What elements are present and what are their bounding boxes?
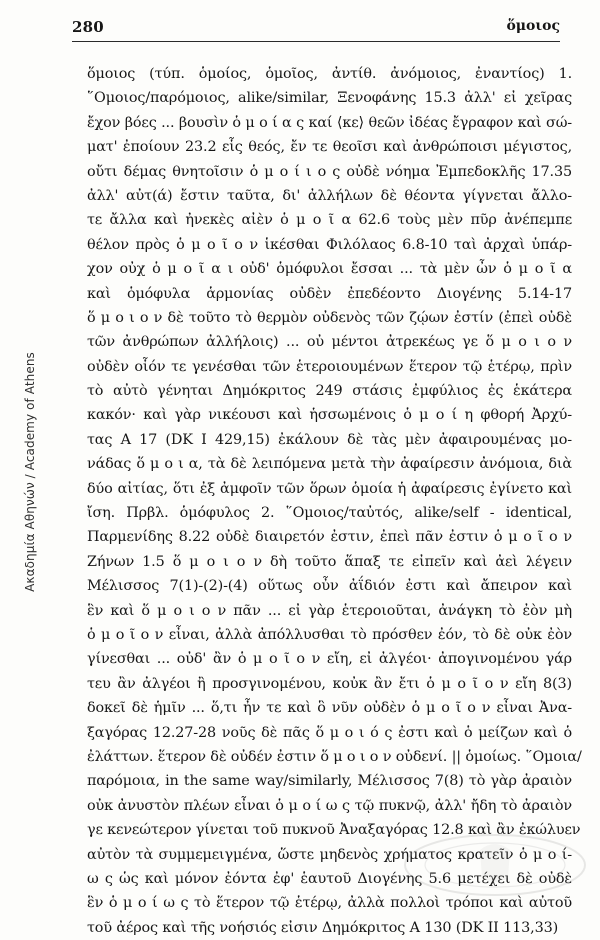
entry-line: οὔτι δέμας θνητοῖσιν ὁ μ ο ί ι ο ς οὐδὲ νόημα Ἐμπεδοκλῆς 17.35 bbox=[87, 163, 572, 180]
entry-line: δύο αἰτίας, ὅτι ἐξ ἀμφοῖν τῶν ὅρων ὁμοία ἡ ἀφαίρεσις ἐγίνετο καὶ bbox=[87, 480, 572, 497]
entry-line: παρόμοια, in the same way/similarly, Μέλισσος 7(8) τὸ γὰρ ἀραιὸν bbox=[87, 773, 572, 790]
entry-line: ξαγόρας 12.27-28 νοῦς δὲ πᾶς ὅ μ ο ι ό ς ἐστι καὶ ὁ μείζων καὶ ὁ bbox=[87, 724, 572, 741]
entry-line: ὅ μ ο ι ο ν δὲ τοῦτο τὸ θερμὸν οὐδενὸς τῶν ζῴων ἐστίν (ἐπεὶ οὐδὲ bbox=[87, 309, 572, 326]
entry-line: αὐτὸν τὰ συμμεμειγμένα, ὥστε μηδενὸς χρήματος κρατεῖν ὁ μ ο ί- bbox=[87, 846, 572, 863]
entry-line: ὅμοιος (τύπ. ὁμοίος, ὁμοῖος, ἀντίθ. ἀνόμοιος, ἐναντίος) 1. bbox=[87, 66, 572, 82]
entry-line: γε κενεώτερον γίνεται τοῦ πυκνοῦ Ἀναξαγόρας 12.8 καὶ ἂν ἐκώλυεν bbox=[87, 822, 581, 839]
entry-line: ἓν ὁ μ ο ί ω ς τὸ ἕτερον τῷ ἑτέρῳ, ἀλλὰ πολλοὶ τρόποι καὶ αὐτοῦ bbox=[87, 895, 572, 912]
entry-line: γίνεσθαι ... οὐδ' ἂν ὁ μ ο ῖ ο ν εἴη, εἰ ἀλγέοι· ἀπογινομένου γάρ bbox=[87, 651, 572, 668]
seal-watermark bbox=[400, 830, 590, 900]
running-head: ὅμοιος bbox=[506, 18, 560, 34]
entry-line: καὶ ὁμόφυλα ἁρμονίας οὐδὲν ἐπεδέοντο Διογένης 5.14-17 bbox=[87, 285, 572, 302]
entry-line: ῞Ομοιος/παρόμοιος, alike/similar, Ξενοφάνης 15.3 ἀλλ' εἰ χεῖρας bbox=[87, 90, 572, 107]
entry-line: δοκεῖ δὲ ἡμῖν ... ὅ,τι ἦν τε καὶ ὃ νῦν οὐδὲν ὁ μ ο ῖ ο ν εἶναι Ἀνα- bbox=[87, 700, 572, 717]
side-watermark: Ακαδημία Αθηνών / Academy of Athens bbox=[23, 352, 37, 592]
entry-line: νάδας ὅ μ ο ι α, τὰ δὲ λειπόμενα μετὰ τὴν ἀφαίρεσιν ἀνόμοια, διὰ bbox=[87, 456, 572, 473]
entry-line: οὐκ ἀνυστὸν πλέων εἶναι ὁ μ ο ί ω ς τῷ πυκνῷ, ἀλλ' ἤδη τὸ ἀραιὸν bbox=[87, 797, 572, 814]
entry-line: οὐδὲν οἷόν τε γενέσθαι τῶν ἑτεροιουμένων ἕτερον τῷ ἑτέρῳ, πρὶν bbox=[87, 358, 572, 375]
entry-line: ω ς ὡς καὶ μόνον ἐόντα ἐφ' ἑαυτοῦ Διογένης 5.6 μετέχει δὲ οὐδὲ bbox=[87, 870, 572, 887]
entry-line: Ζήνων 1.5 ὅ μ ο ι ο ν δὴ τοῦτο ἅπαξ τε εἰπεῖν καὶ ἀεὶ λέγειν bbox=[87, 553, 572, 570]
entry-line: ἀλλ' αὐτ(ά) ἔστιν ταῦτα, δι' ἀλλήλων δὲ θέοντα γίγνεται ἄλλο- bbox=[87, 187, 572, 204]
entry-line: ματ' ἐποίουν 23.2 εἷς θεός, ἔν τε θεοῖσι καὶ ἀνθρώποισι μέγιστος, bbox=[87, 139, 572, 156]
page-number: 280 bbox=[72, 18, 104, 36]
entry-line: ἓν καὶ ὅ μ ο ι ο ν πᾶν ... εἰ γὰρ ἑτεροιοῦται, ἀνάγκη τὸ ἐὸν μὴ bbox=[87, 602, 572, 619]
dictionary-entry bbox=[87, 62, 582, 940]
entry-line: ἔχον βόες ... βουσὶν ὁ μ ο ί α ς καί ⟨κε⟩ θεῶν ἰδέας ἔγραφον καὶ σώ- bbox=[87, 114, 572, 131]
entry-line: ἐλάττων. ἕτερον δὲ οὐδέν ἐστιν ὅ μ ο ι ο ν οὐδενί. || ὁμοίως. ῞Ομοια/ bbox=[87, 748, 582, 765]
entry-line: τε ἄλλα καὶ ἠνεκὲς αἰὲν ὁ μ ο ῖ α 62.6 τοὺς μὲν πῦρ ἀνέπεμπε bbox=[87, 212, 572, 229]
entry-line: τοῦ ἀέρος καὶ τῆς νοήσιός εἰσιν Δημόκριτος Α 130 (DK II 113,33) bbox=[87, 919, 559, 936]
entry-line: τῶν ἀνθρώπων ἀλλήλοις) ... οὐ μέντοι ἀτρεκέως γε ὅ μ ο ι ο ν bbox=[87, 334, 572, 351]
entry-line: τὸ αὐτὸ γένηται Δημόκριτος 249 στάσις ἐμφύλιος ἐς ἑκάτερα bbox=[87, 383, 572, 400]
entry-line: κακόν· καὶ γὰρ νικέουσι καὶ ἡσσωμένοις ὁ μ ο ί η φθορή Ἀρχύ- bbox=[87, 407, 572, 424]
entry-line: χον οὐχ ὁ μ ο ῖ α ι οὐδ' ὁμόφυλοι ἔσσαι ... τὰ μὲν ὦν ὁ μ ο ῖ α bbox=[87, 261, 572, 278]
entry-line: ἴση. Πρβλ. ὁμόφυλος 2. ῞Ομοιος/ταὐτός, alike/self - identical, bbox=[87, 505, 572, 522]
entry-line: Παρμενίδης 8.22 οὐδὲ διαιρετόν ἐστιν, ἐπεὶ πᾶν ἐστιν ὁ μ ο ῖ ο ν bbox=[87, 529, 572, 546]
entry-line: τας Α 17 (DK I 429,15) ἐκάλουν δὲ τὰς μὲν ἀφαιρουμένας μο- bbox=[87, 431, 572, 448]
header-rule bbox=[72, 41, 560, 42]
entry-line: τευ ἂν ἀλγέοι ἢ προσγινομένου, κοὐκ ἂν ἔτι ὁ μ ο ῖ ο ν εἴη 8(3) bbox=[87, 675, 572, 692]
entry-line: Μέλισσος 7(1)-(2)-(4) οὕτως οὖν ἀΐδιόν ἐστι καὶ ἄπειρον καὶ bbox=[87, 578, 572, 595]
entry-line: ὁ μ ο ῖ ο ν εἶναι, ἀλλὰ ἀπόλλυσθαι τὸ πρόσθεν ἐόν, τὸ δὲ οὐκ ἐὸν bbox=[87, 626, 572, 643]
entry-line: θέλον πρὸς ὁ μ ο ῖ ο ν ἱκέσθαι Φιλόλαος 6.8-10 ταὶ ἀρχαὶ ὑπάρ- bbox=[87, 236, 572, 253]
